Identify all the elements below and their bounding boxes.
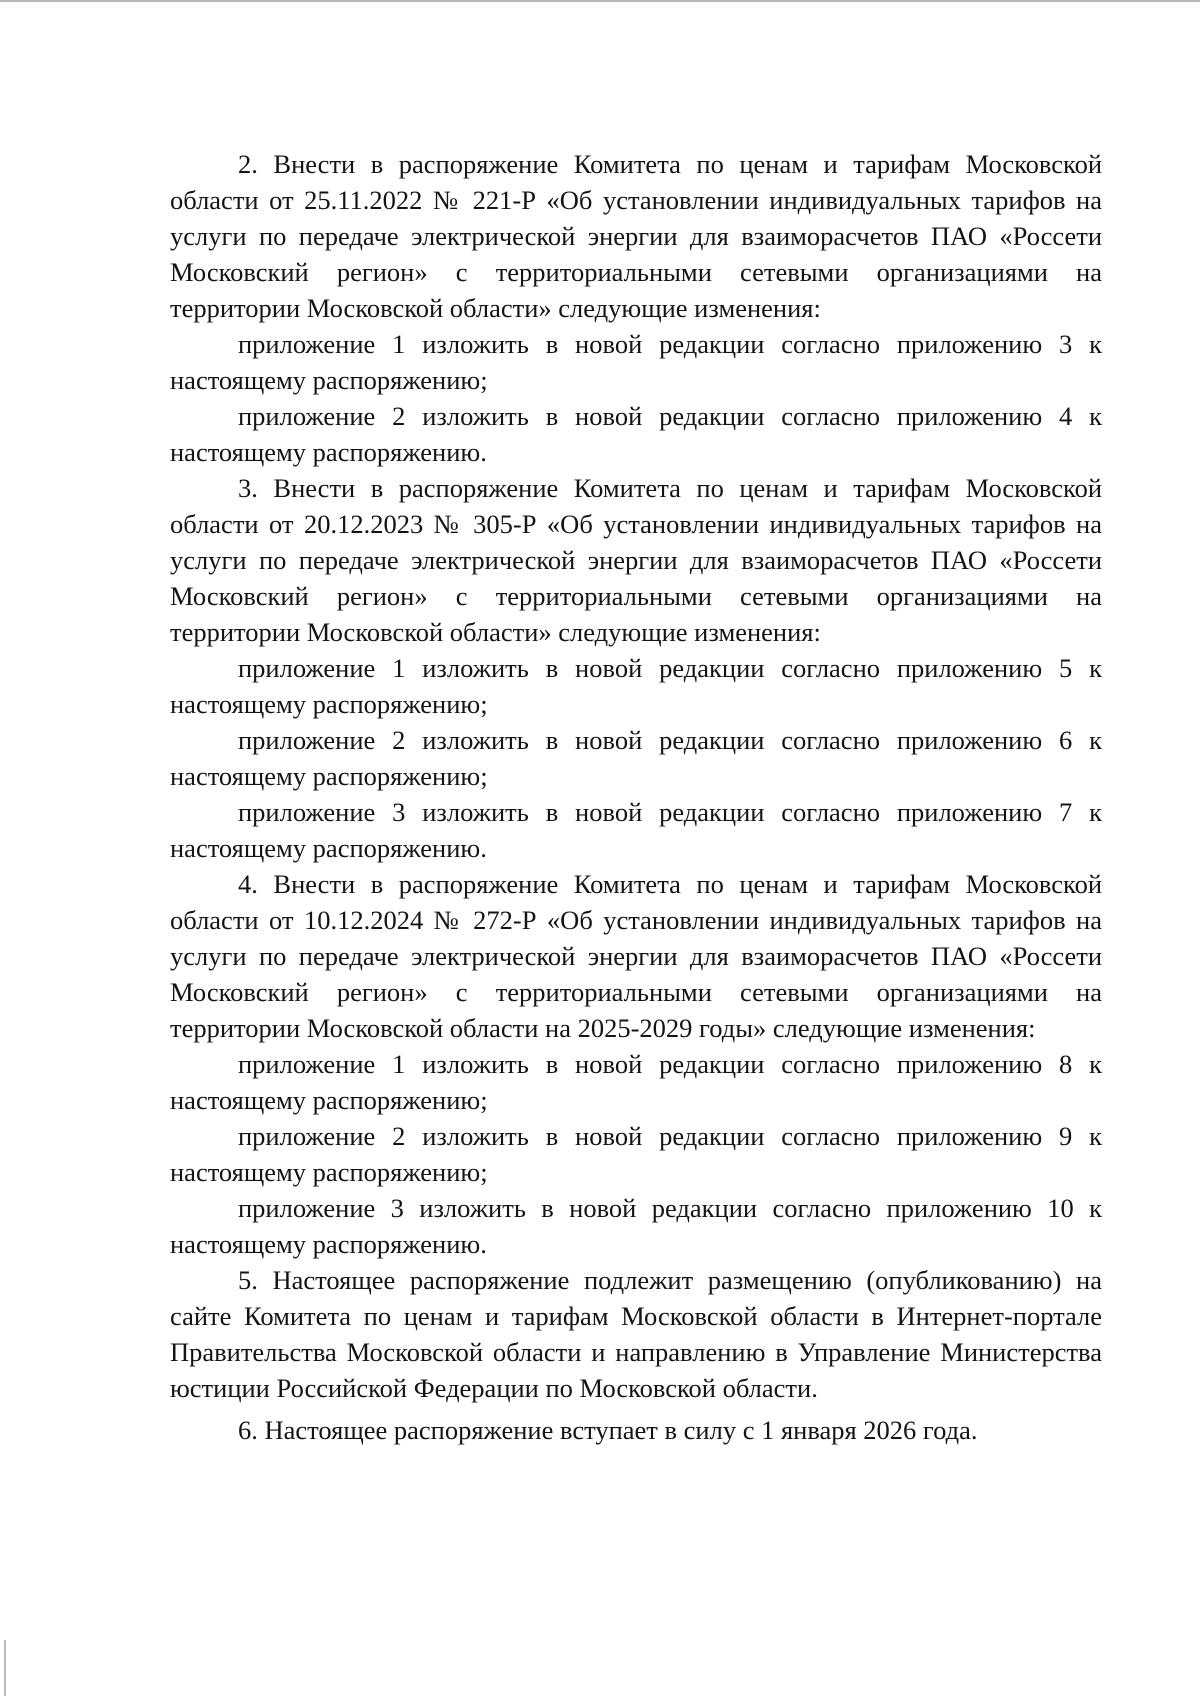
paragraph-item-3-appendix-3: приложение 3 изложить в новой редакции согласно приложению 7 к настоящему распоряжению.: [170, 797, 1102, 863]
paragraph-item-2: 2. Внести в распоряжение Комитета по ценам и тарифам Московской области от 25.11.2022 № 221-Р «Об установлении индивидуальных тарифов на услуги по передаче электрической энергии для взаиморасчетов ПАО «Россети Московский регион» с территориальными сетевыми организациями на территории Московской области» следующие изменения:: [170, 149, 1102, 323]
scan-mark-left: [4, 1640, 6, 1696]
paragraph-item-5: 5. Настоящее распоряжение подлежит размещению (опубликованию) на сайте Комитета по ценам и тарифам Московской области в Интернет-портале Правительства Московской области и направлению в Управление Министерства юстиции Российской Федерации по Московской области.: [170, 1265, 1102, 1403]
paragraph-item-4-appendix-3: приложение 3 изложить в новой редакции согласно приложению 10 к настоящему распоряжению.: [170, 1193, 1102, 1259]
paragraph-item-6: 6. Настоящее распоряжение вступает в силу с 1 января 2026 года.: [238, 1415, 978, 1445]
paragraph-item-3-appendix-1: приложение 1 изложить в новой редакции согласно приложению 5 к настоящему распоряжению;: [170, 653, 1102, 719]
paragraph-item-4: 4. Внести в распоряжение Комитета по ценам и тарифам Московской области от 10.12.2024 № 272-Р «Об установлении индивидуальных тарифов на услуги по передаче электрической энергии для взаиморасчетов ПАО «Россети Московский регион» с территориальными сетевыми организациями на территории Московской области на 2025-2029 годы» следующие изменения:: [170, 869, 1102, 1043]
paragraph-item-4-appendix-1: приложение 1 изложить в новой редакции согласно приложению 8 к настоящему распоряжению;: [170, 1049, 1102, 1115]
paragraph-item-3-appendix-2: приложение 2 изложить в новой редакции согласно приложению 6 к настоящему распоряжению;: [170, 725, 1102, 791]
paragraph-item-2-appendix-1: приложение 1 изложить в новой редакции согласно приложению 3 к настоящему распоряжению;: [170, 329, 1102, 395]
document-body: [170, 146, 1102, 1448]
paragraph-item-2-appendix-2: приложение 2 изложить в новой редакции согласно приложению 4 к настоящему распоряжению.: [170, 401, 1102, 467]
scan-edge-top: [0, 0, 1200, 2]
paragraph-item-4-appendix-2: приложение 2 изложить в новой редакции согласно приложению 9 к настоящему распоряжению;: [170, 1121, 1102, 1187]
paragraph-item-3: 3. Внести в распоряжение Комитета по ценам и тарифам Московской области от 20.12.2023 № 305-Р «Об установлении индивидуальных тарифов на услуги по передаче электрической энергии для взаиморасчетов ПАО «Россети Московский регион» с территориальными сетевыми организациями на территории Московской области» следующие изменения:: [170, 473, 1102, 647]
